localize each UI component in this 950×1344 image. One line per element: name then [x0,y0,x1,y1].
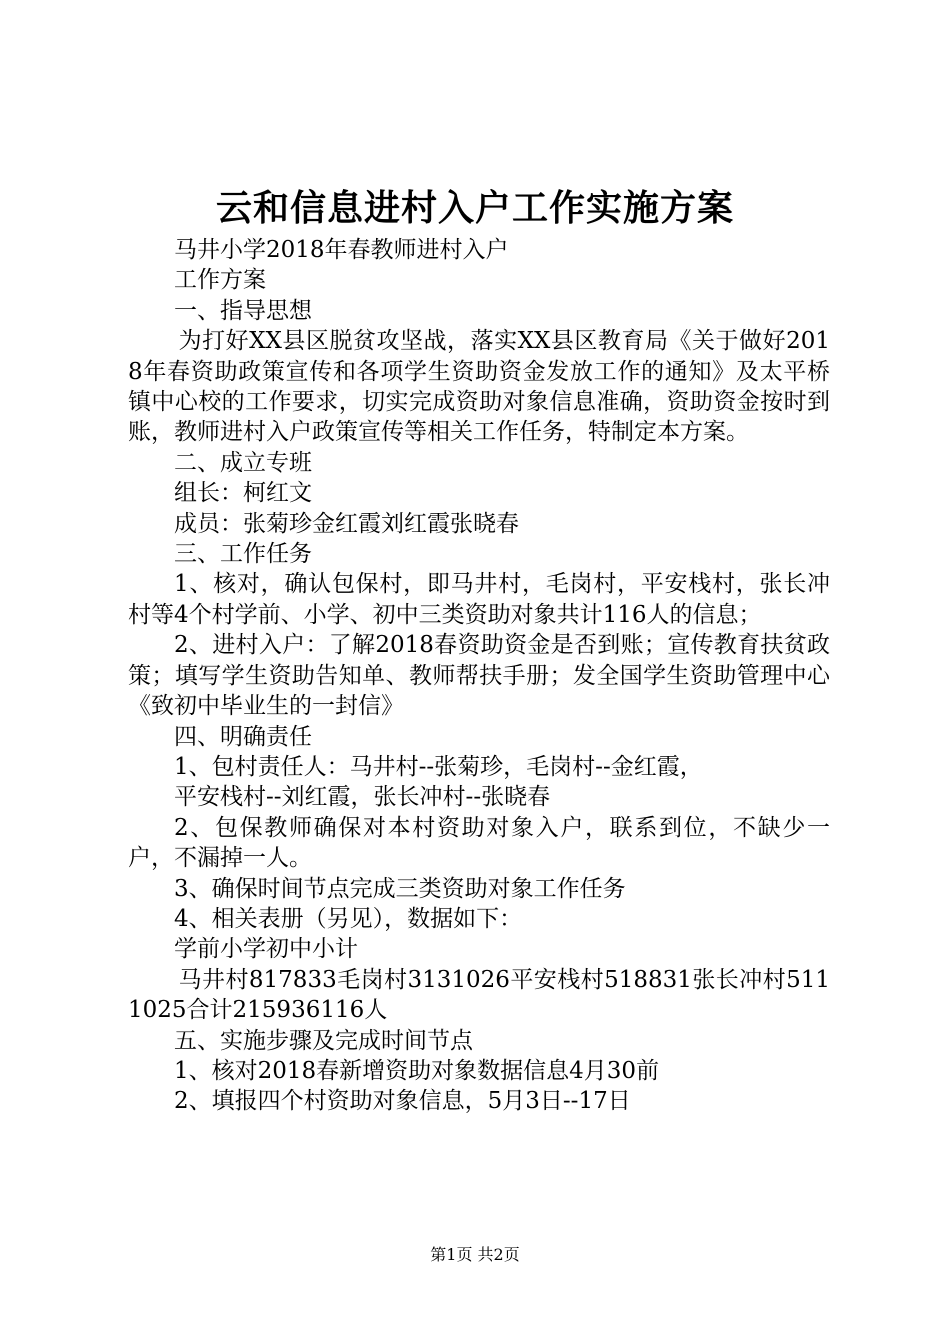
paragraph-task-1: 1、核对，确认包保村，即马井村，毛岗村，平安栈村，张长冲村等4个村学前、小学、初中三类资助对象共计116人的信息； [128,571,830,628]
document-body [128,235,830,1117]
paragraph-subtitle-line2: 工作方案 [174,267,266,294]
paragraph-responsibility-4: 4、相关表册（另见），数据如下： [174,905,523,932]
section-heading-guiding-thought: 一、指导思想 [174,297,312,324]
paragraph-subtitle-line1: 马井小学2018年春教师进村入户 [174,237,509,263]
paragraph-responsibility-2: 2、包保教师确保对本村资助对象入户，联系到位，不缺少一户，不漏掉一人。 [128,814,830,872]
section-heading-work-tasks: 三、工作任务 [174,541,312,568]
document-title: 云和信息进村入户工作实施方案 [215,187,734,229]
paragraph-responsibility-1: 1、包村责任人：马井村--张菊珍，毛岗村--金红霞， [174,753,703,780]
paragraph-guiding-thought: 为打好XX县区脱贫攻坚战，落实XX县区教育局《关于做好2018年春资助政策宣传和各项学生资助资金发放工作的通知》及太平桥镇中心校的工作要求，切实完成资助对象信息准确，资助资金按时到账，教师进村入户政策宣传等相关工作任务，特制定本方案。 [128,328,830,446]
paragraph-data-header: 学前小学初中小计 [174,936,358,963]
section-heading-implementation-steps: 五、实施步骤及完成时间节点 [174,1027,473,1054]
section-heading-responsibilities: 四、明确责任 [174,723,312,750]
paragraph-data-values: 马井村817833毛岗村3131026平安栈村518831张长冲村5111025合计215936116人 [128,966,830,1024]
paragraph-step-2: 2、填报四个村资助对象信息，5月3日--17日 [174,1088,631,1115]
paragraph-team-leader: 组长：柯红文 [174,480,312,507]
paragraph-responsibility-1-continued: 平安栈村--刘红霞，张长冲村--张晓春 [174,784,551,811]
paragraph-responsibility-3: 3、确保时间节点完成三类资助对象工作任务 [174,875,626,902]
paragraph-team-members: 成员：张菊珍金红霞刘红霞张晓春 [174,510,519,537]
paragraph-task-2: 2、进村入户：了解2018春资助资金是否到账；宣传教育扶贫政策；填写学生资助告知单、教师帮扶手册；发全国学生资助管理中心《致初中毕业生的一封信》 [128,632,830,720]
page-number-footer: 第1页 共2页 [430,1245,520,1264]
section-heading-task-force: 二、成立专班 [174,449,312,476]
paragraph-step-1: 1、核对2018春新增资助对象数据信息4月30前 [174,1057,660,1084]
